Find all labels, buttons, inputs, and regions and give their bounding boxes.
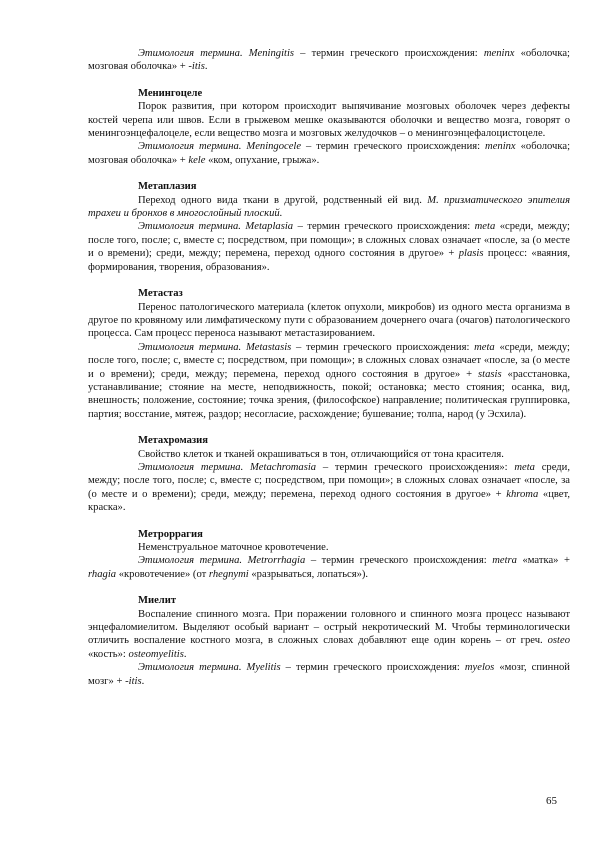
text-run: – термин греческого происхождения: (293, 221, 475, 233)
paragraph (88, 140, 570, 167)
text-run: «ком, опухание, грыжа». (205, 154, 320, 166)
text-run: «разрываться, лопаться»). (248, 568, 369, 580)
page-number: 65 (546, 795, 557, 807)
term-heading: Метаплазия (138, 181, 197, 193)
italic-text-run: osteo (547, 635, 570, 647)
text-run: . (141, 675, 145, 687)
italic-text-run: Этимология термина. Meningitis (138, 48, 295, 59)
text-run: «среди, между; после того, после; с, вместе с; посредством, при помощи»; в сложных словах означает «после, за (о месте и о времени); среди, между; перемена, переход одного состояния в другое» + (88, 341, 570, 380)
text-run: «оболочка; мозговая оболочка» + (88, 141, 571, 166)
text-run: . (204, 61, 208, 73)
text-run: Порок развития, при котором происходит выпячивание мозговых оболочек через дефекты костей черепа или швов. Если в грыжевом мешке оказываются оболочки и вещество мозга, говорят о менингоэнцефалоцеле, если вещество мозга и мозговых желудочков – о менингоэнцефалоцистоцеле. (88, 101, 570, 140)
text-run: – термин греческого происхождения: (291, 341, 475, 353)
italic-text-run: khroma (506, 488, 539, 500)
text-run: процесс: «ваяния, формирования, творения, образования». (88, 248, 571, 273)
italic-text-run: meta (474, 221, 496, 233)
text-run: – термин греческого происхождения: (301, 141, 486, 153)
text-run: «мозг, спинной мозг» + (88, 662, 570, 687)
italic-text-run: Этимология термина. Myelitis (138, 662, 281, 674)
italic-text-run: kele (188, 154, 206, 166)
paragraph (88, 301, 570, 341)
paragraph (88, 608, 570, 662)
term-entry (88, 287, 570, 421)
text-run: Перенос патологического материала (клеток опухоли, микробов) из одного места организма в другое по кровяному или лимфатическому пути с образованием дочернего очага (очагов) патологического процесса. Сам процесс переноса называют метастазированием. (88, 301, 570, 340)
text-run: . (183, 648, 187, 660)
term-heading: Метроррагия (138, 528, 203, 540)
italic-text-run: myelos (464, 662, 495, 674)
paragraph (88, 554, 570, 581)
italic-text-run: rhagia (88, 568, 117, 580)
italic-text-run: rhegnymi (208, 568, 249, 580)
italic-text-run: Этимология термина. Metaplasia (138, 221, 294, 233)
text-run: – термин греческого происхождения: (294, 48, 484, 59)
text-run: – термин греческого происхождения»: (316, 461, 515, 473)
paragraph (88, 220, 570, 274)
italic-text-run: Этимология термина. Meningocele (138, 141, 302, 153)
italic-text-run: plasis (458, 248, 484, 260)
text-run: «кровотечение» (от (116, 568, 209, 580)
paragraph (88, 541, 570, 554)
italic-text-run: meta (474, 341, 495, 353)
term-heading: Метастаз (138, 288, 183, 300)
text-run: Свойство клеток и тканей окрашиваться в тон, отличающийся от тона красителя. (138, 448, 504, 460)
text-run: «кость»: (88, 648, 129, 660)
paragraph (88, 341, 570, 421)
paragraph (88, 661, 570, 688)
paragraph (88, 47, 570, 74)
text-run: Переход одного вида ткани в другой, родственный ей вид. (138, 194, 428, 206)
italic-text-run: meninx (483, 48, 515, 59)
term-heading: Миелит (138, 595, 177, 607)
italic-text-run: М. призматического эпителия трахеи и бронхов в многослойный плоский. (88, 194, 570, 220)
etymology-block (88, 47, 570, 74)
italic-text-run: stasis (478, 368, 502, 380)
paragraph (88, 448, 570, 461)
italic-text-run: Этимология термина. Metastasis (138, 341, 292, 353)
paragraph (88, 194, 570, 221)
italic-text-run: meninx (485, 141, 516, 153)
text-run: «оболочка; мозговая оболочка» + (88, 48, 570, 73)
italic-text-run: Этимология термина. Metrorrhagia (138, 555, 306, 567)
term-entry (88, 434, 570, 514)
text-run: «цвет, краска». (88, 488, 570, 514)
term-entry (88, 594, 570, 688)
text-run: Неменструальное маточное кровотечение. (138, 542, 329, 553)
paragraph (88, 461, 570, 515)
italic-text-run: Этимология термина. Metachromasia (138, 461, 317, 473)
term-entry (88, 87, 570, 167)
text-run: среди, между; после того, после; с, вместе с; посредством, при помощи»; в сложных словах означает «после, за (о месте и о времени); среди, между; перемена, переход одного состояния в другое» + (88, 461, 571, 500)
document-page (88, 47, 570, 688)
italic-text-run: -itis (188, 61, 205, 73)
term-entry (88, 528, 570, 582)
italic-text-run: -itis (125, 675, 142, 687)
text-run: «матка» + (516, 555, 570, 567)
italic-text-run: osteomyelitis (128, 648, 184, 660)
text-run: «расстановка, устанавливание; стояние на месте, неподвижность, покой; остановка; место стояния; осанка, вид, внешность; положение, состояние; точка зрения, (философское) направление; политическая группировка, партия; восстание, мятеж, раздор; несогласие, расхождение; бушевание; толпа, народ (у Эсхила). (88, 368, 570, 420)
paragraph (88, 100, 570, 140)
term-heading: Менингоцеле (138, 87, 203, 99)
text-run: – термин греческого происхождения: (305, 555, 493, 567)
text-run: – термин греческого происхождения: (280, 662, 465, 674)
italic-text-run: metra (492, 555, 517, 567)
term-entry (88, 180, 570, 274)
term-heading: Метахромазия (138, 435, 209, 447)
italic-text-run: meta (514, 461, 535, 473)
text-run: Воспаление спинного мозга. При поражении головного и спинного мозга процесс называют энцефаломиелитом. Выделяют особый вариант – острый некротический М. Чтобы терминологически отличить воспаление костного мозга, в сложных словах добавляют еще один корень – от греч. (88, 608, 570, 647)
text-run: «среди, между; после того, после; с, вместе с; посредством, при помощи»; в сложных словах означает «после, за (о месте и о времени); среди, между; перемена, переход одного состояния в другое» + (88, 221, 570, 260)
